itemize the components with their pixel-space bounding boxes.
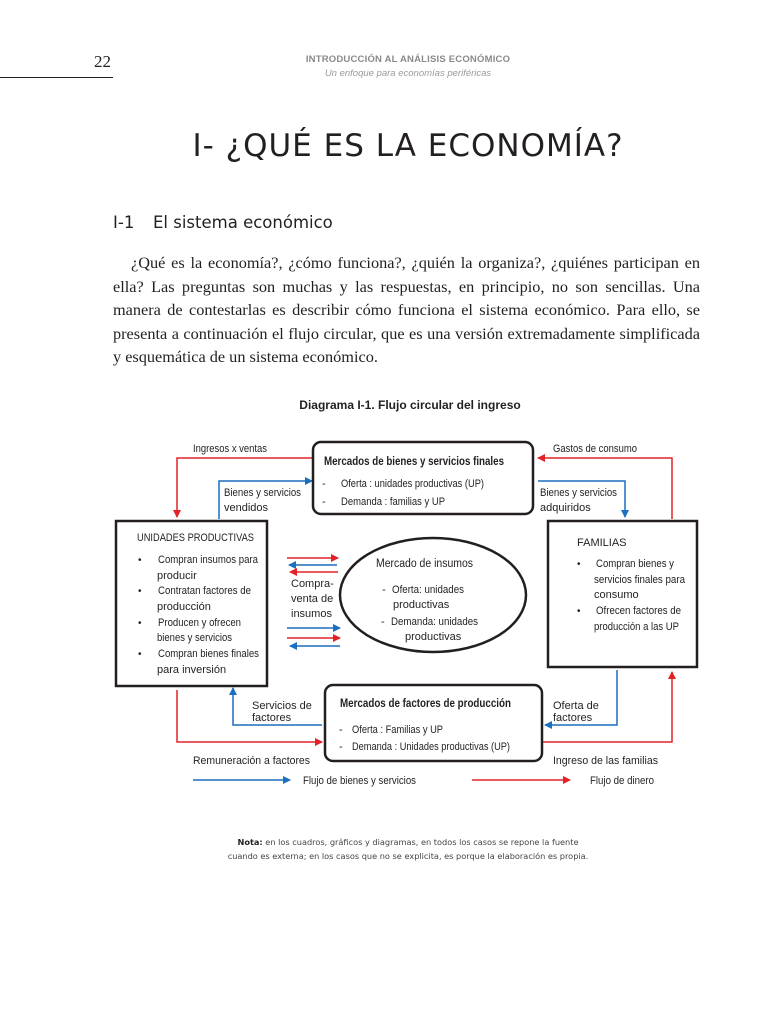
svg-text:-: - bbox=[382, 584, 386, 596]
footnote-line-1: en los cuadros, gráficos y diagramas, en todos los casos se repone la fuente bbox=[265, 837, 579, 847]
svg-text:•: • bbox=[577, 606, 581, 617]
svg-text:•: • bbox=[577, 559, 581, 570]
label-goods-sold-1: Bienes y servicios bbox=[224, 487, 302, 499]
legend-money-label: Flujo de dinero bbox=[590, 775, 654, 787]
label-income-sales: Ingresos x ventas bbox=[193, 443, 268, 455]
units-item-3b: bienes y servicios bbox=[157, 632, 233, 644]
label-factor-services-2: factores bbox=[252, 712, 292, 724]
label-goods-acquired-2: adquiridos bbox=[540, 502, 591, 514]
footnote-line-2: cuando es externa; en los casos que no se explicita, es porque la elaboración es propia. bbox=[227, 851, 589, 861]
units-item-2a: Contratan factores de bbox=[158, 585, 251, 597]
label-input-trade-2: venta de bbox=[291, 593, 334, 605]
label-input-trade-3: insumos bbox=[291, 608, 332, 620]
label-factor-pay: Remuneración a factores bbox=[193, 755, 311, 767]
running-title: INTRODUCCIÓN AL ANÁLISIS ECONÓMICO bbox=[305, 54, 511, 65]
inputs-item-2a: Demanda: unidades bbox=[391, 616, 479, 628]
body-paragraph: ¿Qué es la economía?, ¿cómo funciona?, ¿quién la organiza?, ¿quiénes participan en ella? Las preguntas son muchas y las respuestas, en principio, no son sencillas. Una manera de contestarlas es describir cómo funciona el sistema económico. Para ello, se presenta a continuación el flujo circular, que es una versión extremadamente simplificada y esquemática de un sistema económico. bbox=[113, 253, 700, 366]
final-goods-market-item-2: Demanda : familias y UP bbox=[341, 496, 445, 508]
footnote-label: Nota: bbox=[237, 837, 263, 847]
families-item-2b: producción a las UP bbox=[594, 621, 679, 633]
label-factor-supply-2: factores bbox=[553, 712, 593, 724]
svg-text:-: - bbox=[339, 741, 343, 753]
svg-text:-: - bbox=[322, 478, 326, 490]
units-item-1a: Compran insumos para bbox=[158, 554, 259, 566]
families-box bbox=[548, 521, 697, 667]
svg-text:•: • bbox=[138, 586, 142, 597]
units-item-2b: producción bbox=[157, 601, 211, 613]
label-input-trade-1: Compra- bbox=[291, 578, 334, 590]
label-factor-supply-1: Oferta de bbox=[553, 700, 599, 712]
svg-text:-: - bbox=[322, 496, 326, 508]
final-goods-market-item-1: Oferta : unidades productivas (UP) bbox=[341, 478, 484, 490]
units-item-3a: Producen y ofrecen bbox=[158, 617, 241, 629]
productive-units-box bbox=[116, 521, 267, 686]
svg-text:•: • bbox=[138, 649, 142, 660]
footnote bbox=[160, 835, 656, 863]
factor-pay-arrow bbox=[177, 690, 322, 742]
inputs-market-ellipse bbox=[340, 538, 526, 652]
families-item-1c: consumo bbox=[594, 589, 639, 601]
label-consumption-spending: Gastos de consumo bbox=[553, 443, 637, 455]
legend-goods-label: Flujo de bienes y servicios bbox=[303, 775, 417, 787]
svg-text:-: - bbox=[381, 616, 385, 628]
label-goods-sold-2: vendidos bbox=[224, 502, 269, 514]
factor-market-title: Mercados de factores de producción bbox=[340, 698, 511, 710]
productive-units-title: UNIDADES PRODUCTIVAS bbox=[137, 532, 254, 544]
units-item-1b: producir bbox=[157, 570, 197, 582]
inputs-item-1a: Oferta: unidades bbox=[392, 584, 465, 596]
svg-text:•: • bbox=[138, 555, 142, 566]
label-goods-acquired-1: Bienes y servicios bbox=[540, 487, 618, 499]
inputs-item-1b: productivas bbox=[393, 599, 450, 611]
label-family-income: Ingreso de las familias bbox=[553, 755, 659, 767]
svg-text:-: - bbox=[339, 724, 343, 736]
section-number: I-1 bbox=[113, 213, 135, 232]
svg-text:•: • bbox=[138, 618, 142, 629]
inputs-item-2b: productivas bbox=[405, 631, 462, 643]
families-title: FAMILIAS bbox=[577, 537, 627, 549]
diagram-legend bbox=[193, 775, 654, 787]
chapter-title: I- ¿QUÉ ES LA ECONOMÍA? bbox=[192, 128, 624, 164]
families-item-1a: Compran bienes y bbox=[596, 558, 675, 570]
factor-market-item-1: Oferta : Familias y UP bbox=[352, 724, 443, 736]
factor-market-item-2: Demanda : Unidades productivas (UP) bbox=[352, 741, 510, 753]
families-item-1b: servicios finales para bbox=[594, 574, 686, 586]
running-subtitle: Un enfoque para economías periféricas bbox=[324, 68, 492, 79]
factor-market-box bbox=[325, 685, 542, 761]
section-title: El sistema económico bbox=[153, 213, 333, 232]
final-goods-market-title: Mercados de bienes y servicios finales bbox=[324, 456, 504, 468]
families-item-2a: Ofrecen factores de bbox=[596, 605, 681, 617]
final-goods-market-box bbox=[313, 442, 533, 514]
inputs-market-title: Mercado de insumos bbox=[376, 558, 474, 570]
units-item-4b: para inversión bbox=[157, 664, 227, 676]
units-item-4a: Compran bienes finales bbox=[158, 648, 260, 660]
page-number: 22 bbox=[94, 52, 111, 71]
diagram-caption: Diagrama I-1. Flujo circular del ingreso bbox=[299, 398, 521, 412]
label-factor-services-1: Servicios de bbox=[252, 700, 312, 712]
